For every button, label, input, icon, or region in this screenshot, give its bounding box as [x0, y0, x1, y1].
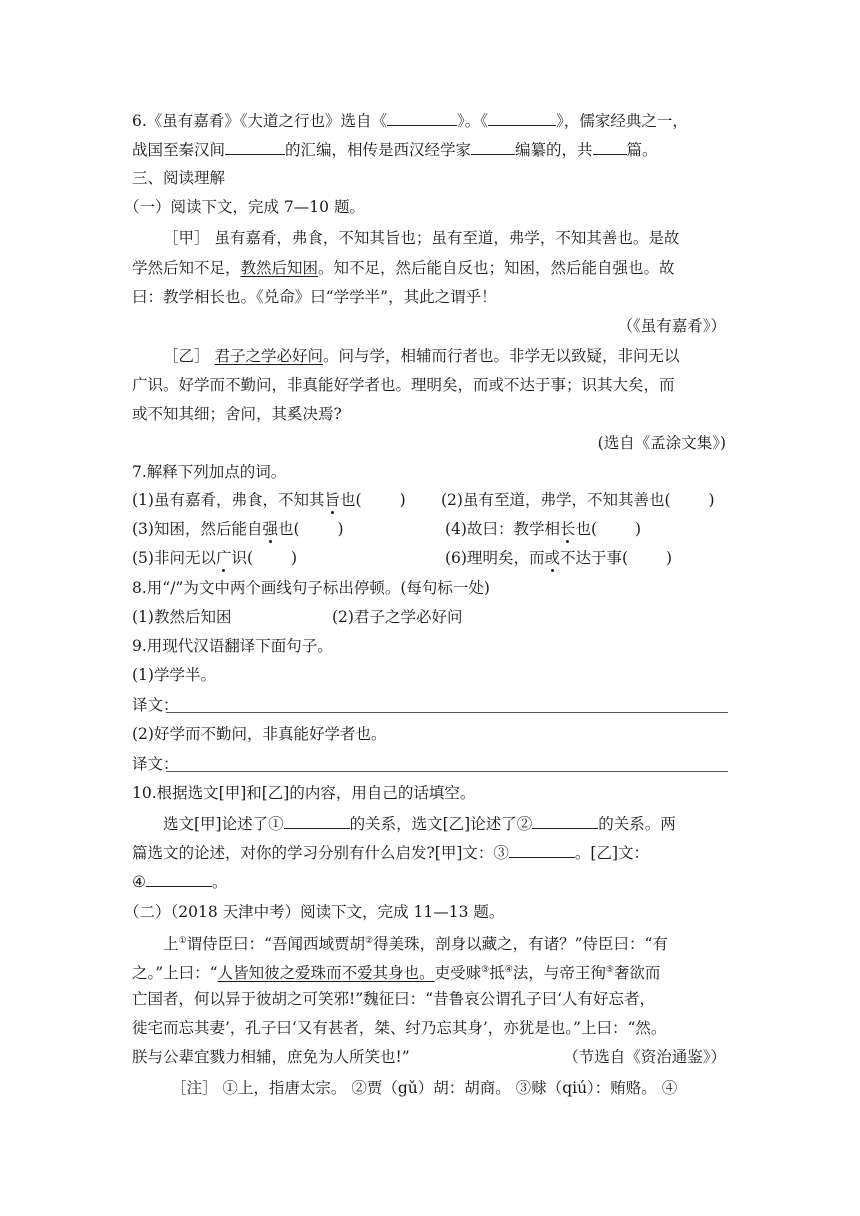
p2-text: 上 — [163, 935, 179, 953]
paren-close: ) — [635, 520, 642, 538]
jia-text: 。知不足，然后能自反也；知困，然后能自强也。故 — [318, 259, 675, 277]
question-6-line-1 — [132, 110, 688, 132]
q10-line-1 — [163, 813, 676, 835]
q7-text: (1)虽有 — [132, 491, 185, 509]
answer-blank[interactable] — [225, 139, 285, 155]
q10-line-2 — [132, 842, 649, 864]
p2-text: 之。”上曰：“ — [132, 964, 218, 982]
translation-answer-line-2[interactable] — [166, 771, 728, 772]
passage-2-line-2 — [132, 959, 660, 984]
q7-text: (5)非问无以 — [132, 549, 216, 567]
dotted-word: 强 — [262, 520, 278, 538]
p2-text: 吏受赇 — [434, 964, 482, 982]
q6-text-g: 篇。 — [626, 141, 658, 159]
footnote-mark: ② — [365, 936, 374, 946]
translation-answer-line-1[interactable] — [166, 712, 728, 713]
p2-text: 法，与帝王徇 — [512, 964, 606, 982]
p2-text: 得美珠，剖身以藏之，有诸？”侍臣曰：“有 — [373, 935, 668, 953]
source-citation-jia: （《虽有嘉肴》） — [617, 317, 726, 335]
passage-2-line-3: 亡国者，何以异于彼胡之可笑邪!”魏征曰：“昔鲁哀公谓孔子曰‘人有好忘者， — [132, 990, 656, 1008]
q8-sentence-2: (2)君子之学必好问 — [332, 608, 463, 626]
q9-sentence-1: (1)学学半。 — [132, 666, 216, 684]
q6-text-a: 6.《虽有嘉肴》《大道之行也》选自《 — [132, 112, 388, 130]
passage-yi-line-3: 或不知其细；舍问，其奚决焉? — [132, 405, 342, 423]
question-6-line-2 — [132, 139, 658, 161]
jia-text: 学然后知不足， — [132, 259, 241, 277]
q7-text: 也( — [575, 520, 598, 538]
q10-text: 的关系。两 — [598, 815, 676, 833]
q7-text: (3)知困，然后能自 — [132, 520, 263, 538]
underlined-sentence-1: 教然后知困 — [240, 259, 319, 277]
part-1-intro: （一）阅读下文，完成 7—10 题。 — [124, 198, 365, 216]
q6-text-f: 编纂的，共 — [515, 141, 593, 159]
translation-label-2: 译文： — [132, 755, 179, 773]
q10-text: 选文[甲]论述了① — [163, 815, 284, 833]
q7-item-3 — [132, 518, 344, 540]
question-7-title: 7.解释下列加点的词。 — [132, 463, 287, 481]
answer-blank[interactable] — [488, 110, 556, 126]
dotted-word: 旨 — [324, 491, 340, 509]
q6-text-d: 战国至秦汉间 — [132, 141, 226, 159]
q7-text: 嘉肴，弗食，不知其 — [184, 491, 325, 509]
paren-close: ) — [337, 520, 344, 538]
underlined-sentence-3: 人皆知彼之爱珠而不爱其身也。 — [217, 964, 435, 982]
dotted-word: 长 — [559, 520, 576, 538]
footnote-mark: ③ — [481, 965, 490, 975]
question-10-title: 10.根据选文[甲]和[乙]的内容，用自己的话填空。 — [132, 784, 476, 802]
answer-blank[interactable] — [471, 139, 515, 155]
q7-text: 识( — [231, 549, 254, 567]
q10-line-3 — [132, 871, 227, 893]
dotted-word: 或 — [544, 549, 560, 567]
paren-close: ) — [666, 549, 673, 567]
answer-blank[interactable] — [593, 139, 627, 155]
q10-text: 的关系，选文[乙]论述了② — [349, 815, 533, 833]
q7-item-4 — [445, 518, 641, 540]
section-heading: 三、阅读理解 — [132, 169, 226, 187]
q7-item-5 — [132, 547, 297, 569]
answer-blank[interactable] — [532, 813, 598, 829]
passage-2-line-4: 徙宅而忘其妻’，孔子曰‘又有甚者，桀、纣乃忘其身’，亦犹是也。”上曰：“然。 — [132, 1019, 667, 1037]
passage-jia-line-1: ［甲］ 虽有嘉肴，弗食，不知其旨也；虽有至道，弗学，不知其善也。是故 — [163, 229, 680, 247]
passage-jia-line-3: 曰：教学相长也。《兑命》曰“学学半”，其此之谓乎！ — [132, 288, 497, 306]
paren-close: ) — [708, 491, 715, 509]
dotted-word: 广 — [215, 549, 232, 567]
passage-yi-line-1 — [163, 345, 679, 367]
question-8-title: 8.用“/”为文中两个画线句子标出停顿。(每句标一处) — [132, 579, 490, 597]
footnote-mark: ⑤ — [605, 965, 614, 975]
q7-text: (6)理明矣，而 — [445, 549, 545, 567]
passage-2-line-5: 朕与公辈宜戮力相辅，庶免为人所笑也!” — [132, 1048, 410, 1066]
answer-blank[interactable] — [284, 813, 350, 829]
answer-blank[interactable] — [387, 110, 457, 126]
q7-item-1 — [132, 489, 406, 511]
part-2-intro: （二）（2018 天津中考）阅读下文，完成 11—13 题。 — [124, 903, 505, 921]
q8-sentence-1: (1)教然后知困 — [132, 608, 232, 626]
q7-text: 不达于事( — [559, 549, 629, 567]
q6-text-c: 》，儒家经典之一， — [556, 112, 688, 130]
passage-jia-line-2 — [132, 257, 675, 279]
q9-sentence-2: (2)好学而不勤问，非真能好学者也。 — [132, 725, 387, 743]
p2-text: 谓侍臣曰：“吾闻西域贾胡 — [186, 935, 366, 953]
passage-yi-line-2: 广识。好学而不勤问，非真能好学者也。理明矣，而或不达于事；识其大矣，而 — [132, 376, 675, 394]
passage-2-line-1 — [163, 930, 668, 955]
q7-item-2 — [441, 489, 715, 511]
q7-text: (4)故曰：教学相 — [445, 520, 560, 538]
q10-text: 篇选文的论述，对你的学习分别有什么启发?[甲]文：③ — [132, 844, 509, 862]
translation-label-1: 译文： — [132, 696, 179, 714]
footnote-mark: ④ — [504, 965, 513, 975]
q7-text: 也( — [277, 520, 300, 538]
source-citation-2: （节选自《资治通鉴》） — [563, 1048, 726, 1066]
footnote-mark: ① — [178, 936, 187, 946]
q10-text: 。 — [211, 873, 228, 891]
paren-close: ) — [399, 491, 406, 509]
q10-text: ④ — [132, 873, 146, 891]
question-9-title: 9.用现代汉语翻译下面句子。 — [132, 637, 333, 655]
answer-blank[interactable] — [146, 871, 212, 887]
yi-text: 。问与学，相辅而行者也。非学无以致疑，非问无以 — [322, 347, 680, 365]
p2-text: 奢欲而 — [613, 964, 661, 982]
source-citation-yi: (选自《孟涂文集》) — [597, 434, 726, 452]
q7-item-6 — [445, 547, 672, 569]
yi-label: ［乙］ — [163, 347, 215, 365]
answer-blank[interactable] — [509, 842, 575, 858]
q7-text: (2)虽有至道，弗学，不知其善也( — [441, 491, 671, 509]
q6-text-e: 的汇编，相传是西汉经学家 — [285, 141, 472, 159]
underlined-sentence-2: 君子之学必好问 — [214, 347, 323, 365]
q10-text: 。[乙]文： — [574, 844, 650, 862]
annotation-note: ［注］ ①上，指唐太宗。 ②贾（gǔ）胡：胡商。 ③赇（qiú）：贿赂。 ④ — [171, 1079, 678, 1097]
paren-close: ) — [291, 549, 298, 567]
p2-text: 抵 — [489, 964, 505, 982]
q6-text-b: 》。《 — [457, 112, 489, 130]
q7-text: 也( — [340, 491, 362, 509]
